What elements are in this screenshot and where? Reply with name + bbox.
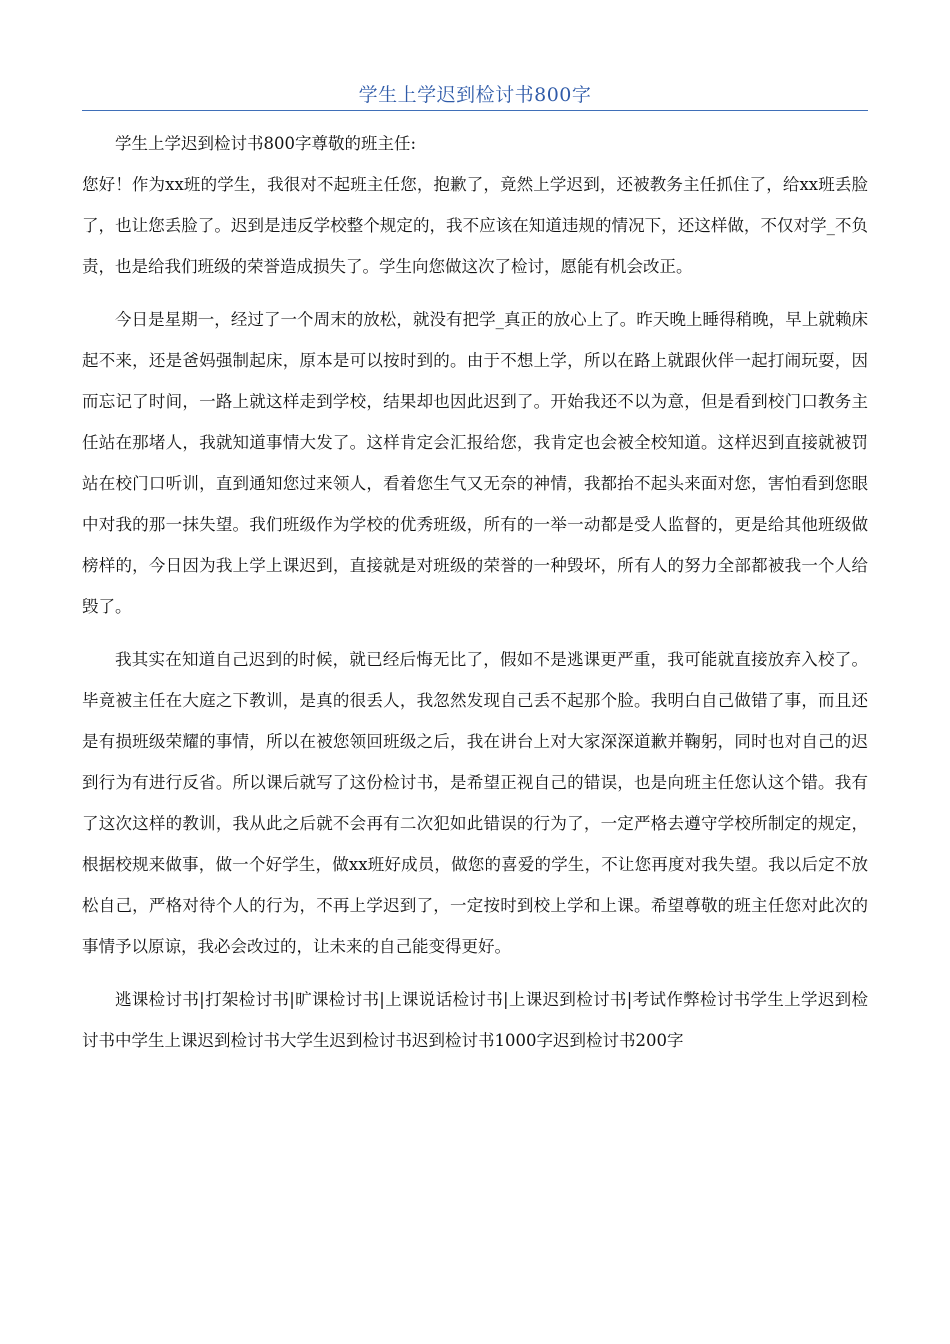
paragraph-2: 今日是星期一，经过了一个周末的放松，就没有把学_真正的放心上了。昨天晚上睡得稍晚，早上就赖床起不来，还是爸妈强制起床，原本是可以按时到的。由于不想上学，所以在路上就跟伙伴一起打闹玩耍，因而忘记了时间，一路上就这样走到学校，结果却也因此迟到了。开始我还不以为意，但是看到校门口教务主任站在那堵人，我就知道事情大发了。这样肯定会汇报给您，我肯定也会被全校知道。这样迟到直接就被罚站在校门口听训，直到通知您过来领人，看着您生气又无奈的神情，我都抬不起头来面对您，害怕看到您眼中对我的那一抹失望。我们班级作为学校的优秀班级，所有的一举一动都是受人监督的，更是给其他班级做榜样的，今日因为我上学上课迟到，直接就是对班级的荣誉的一种毁坏，所有人的努力全部都被我一个人给毁了。 xyxy=(82,310,868,616)
paragraph-3: 我其实在知道自己迟到的时候，就已经后悔无比了，假如不是逃课更严重，我可能就直接放弃入校了。毕竟被主任在大庭之下教训，是真的很丢人，我忽然发现自己丢不起那个脸。我明白自己做错了事，而且还是有损班级荣耀的事情，所以在被您领回班级之后，我在讲台上对大家深深道歉并鞠躬，同时也对自己的迟到行为有进行反省。所以课后就写了这份检讨书，是希望正视自己的错误，也是向班主任您认这个错。我有了这次这样的教训，我从此之后就不会再有二次犯如此错误的行为了，一定严格去遵守学校所制定的规定，根据校规来做事，做一个好学生，做xx班好成员，做您的喜爱的学生，不让您再度对我失望。我以后定不放松自己，严格对待个人的行为，不再上学迟到了，一定按时到校上学和上课。希望尊敬的班主任您对此次的事情予以原谅，我必会改过的，让未来的自己能变得更好。 xyxy=(82,650,868,956)
related-links: 逃课检讨书|打架检讨书|旷课检讨书|上课说话检讨书|上课迟到检讨书|考试作弊检讨书学生上学迟到检讨书中学生上课迟到检讨书大学生迟到检讨书迟到检讨书1000字迟到检讨书200字 xyxy=(82,990,868,1050)
title-underline xyxy=(82,110,868,111)
greeting-line: 学生上学迟到检讨书800字尊敬的班主任: xyxy=(115,134,417,153)
document-body xyxy=(82,123,868,1061)
document-title: 学生上学迟到检讨书800字 xyxy=(358,84,592,106)
paragraph-1: 您好！作为xx班的学生，我很对不起班主任您，抱歉了，竟然上学迟到，还被教务主任抓住了，给xx班丢脸了，也让您丢脸了。迟到是违反学校整个规定的，我不应该在知道违规的情况下，还这样做，不仅对学_不负责，也是给我们班级的荣誉造成损失了。学生向您做这次了检讨，愿能有机会改正。 xyxy=(82,175,868,276)
